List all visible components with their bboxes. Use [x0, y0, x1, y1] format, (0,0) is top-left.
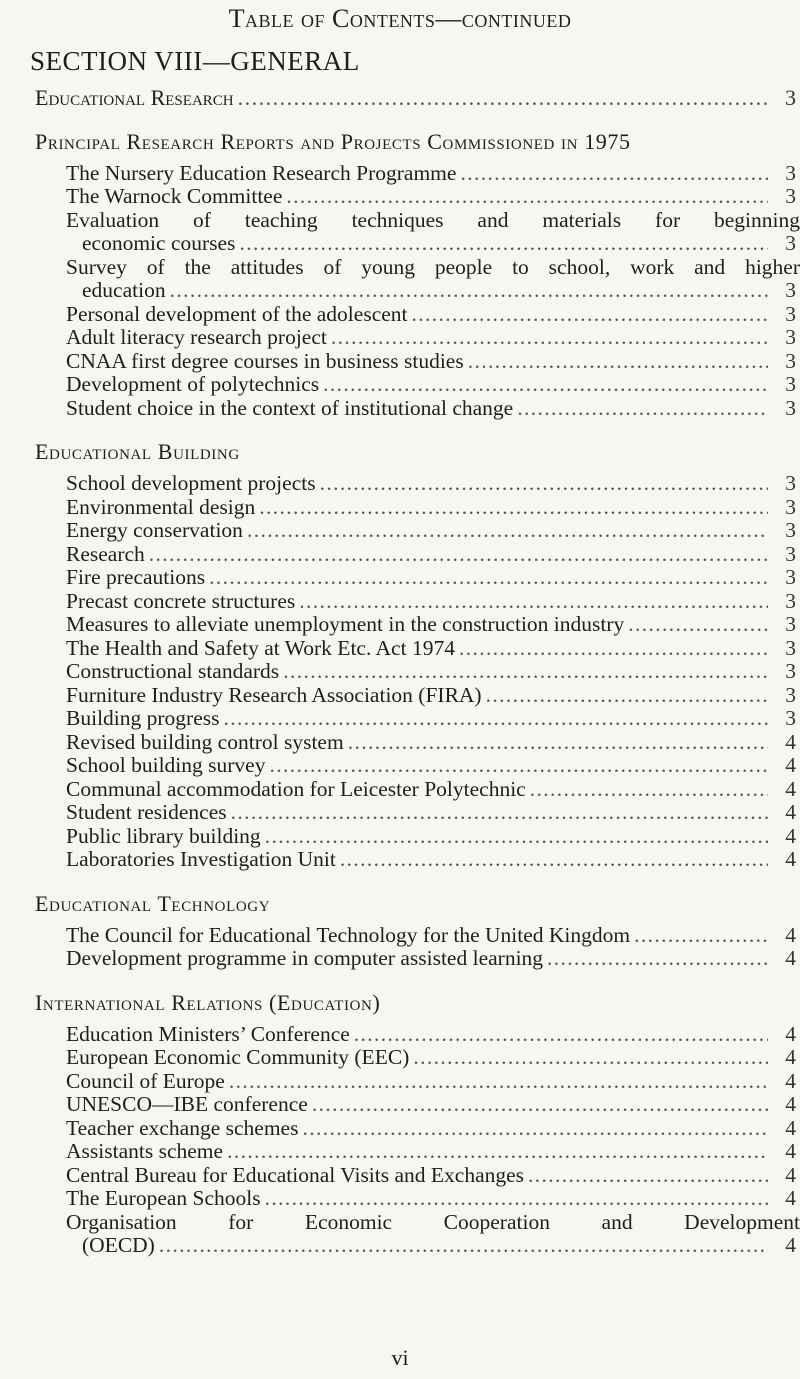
toc-page-number: 4	[785, 729, 796, 754]
dot-leader	[265, 1187, 768, 1211]
toc-entry	[0, 754, 800, 778]
toc-page-number: 4	[785, 776, 796, 801]
toc-entry	[0, 590, 800, 614]
toc-page-number: 4	[785, 800, 796, 824]
dot-leader	[239, 232, 768, 256]
toc-page-number: 3	[785, 348, 796, 373]
toc-entry	[0, 279, 800, 303]
toc-entry	[0, 496, 800, 520]
toc-page-number: 3	[785, 518, 796, 542]
toc-page-number: 4	[785, 1068, 796, 1093]
toc-entry-label: Organisation for Economic Cooperation and Development	[66, 1209, 800, 1234]
dot-leader	[247, 519, 768, 543]
dot-leader	[331, 326, 768, 350]
toc-entry	[0, 637, 800, 661]
toc-page-number: 3	[785, 682, 796, 707]
toc-entry	[0, 185, 800, 209]
dot-leader	[528, 1164, 768, 1188]
dot-leader	[412, 303, 768, 327]
dot-leader	[149, 543, 768, 567]
toc-entry-label: Energy conservation	[66, 518, 243, 542]
toc-entry	[0, 848, 800, 872]
toc-entry-label: Environmental design	[66, 494, 256, 519]
toc-page-number: 3	[785, 635, 796, 660]
dot-leader	[340, 848, 768, 872]
toc-entry-label: economic courses	[82, 231, 236, 255]
toc-entry	[0, 397, 800, 421]
toc-entry-label: Assistants scheme	[66, 1139, 224, 1163]
dot-leader	[265, 825, 768, 849]
dot-leader	[259, 496, 768, 520]
toc-entry-line	[0, 256, 800, 280]
toc-entry-line	[0, 209, 800, 233]
toc-page-number: 4	[785, 946, 796, 970]
toc-entry	[0, 1140, 800, 1164]
toc-entry	[0, 1070, 800, 1094]
toc-page-number: 3	[785, 231, 796, 255]
toc-group-heading: Educational Technology	[35, 890, 271, 916]
toc-entry-label: Constructional standards	[66, 659, 280, 683]
dot-leader	[323, 373, 768, 397]
dot-leader	[302, 1117, 768, 1141]
toc-entry-label: Laboratories Investigation Unit	[66, 847, 336, 871]
dot-leader	[229, 1070, 768, 1094]
toc-entry-label: Teacher exchange schemes	[66, 1115, 299, 1140]
toc-entry	[0, 660, 800, 684]
toc-page-number: 4	[785, 1021, 796, 1046]
toc-entry-label: Adult literacy research project	[66, 325, 327, 349]
toc-page-number: 3	[785, 160, 796, 185]
toc-group-heading: Principal Research Reports and Projects Commissioned in 1975	[35, 128, 631, 154]
toc-entry-label: Furniture Industry Research Association (FIRA)	[66, 682, 482, 707]
toc-group-heading: International Relations (Education)	[35, 989, 381, 1015]
toc-entry-label: Building progress	[66, 706, 220, 730]
toc-page-number: 4	[785, 753, 796, 777]
dot-leader	[547, 947, 768, 971]
toc-entry-label: The Health and Safety at Work Etc. Act 1974	[66, 635, 455, 660]
toc-entry-label: Revised building control system	[66, 729, 344, 754]
toc-entry-label: Measures to alleviate unemployment in the construction industry	[66, 612, 625, 636]
toc-entry	[0, 924, 800, 948]
dot-leader	[348, 731, 768, 755]
toc-entry-label: School development projects	[66, 471, 316, 495]
dot-leader	[231, 801, 768, 825]
dot-leader	[286, 185, 768, 209]
toc-entry-label: School building survey	[66, 753, 266, 777]
toc-entry	[0, 543, 800, 567]
dot-leader	[460, 162, 768, 186]
toc-entry-line	[0, 1211, 800, 1235]
toc-entry-label: Central Bureau for Educational Visits and Exchanges	[66, 1162, 525, 1187]
toc-entry	[0, 350, 800, 374]
toc-entry	[0, 326, 800, 350]
toc-entry-label: UNESCO—IBE conference	[66, 1092, 308, 1116]
toc-entry-label: The Council for Educational Technology for the United Kingdom	[66, 922, 631, 947]
toc-page-number: 3	[785, 494, 796, 519]
toc-entry-label: CNAA first degree courses in business studies	[66, 348, 464, 373]
dot-leader	[468, 350, 768, 374]
dot-leader	[530, 778, 768, 802]
toc-entry	[0, 825, 800, 849]
toc-entry-label: The European Schools	[66, 1186, 261, 1210]
toc-page-number: 3	[785, 565, 796, 589]
toc-entry	[0, 162, 800, 186]
dot-leader	[320, 472, 768, 496]
dot-leader	[223, 707, 768, 731]
toc-entry-label: Fire precautions	[66, 565, 206, 589]
dot-leader	[283, 660, 768, 684]
dot-leader	[238, 86, 768, 110]
toc-page-number: 3	[785, 301, 796, 326]
toc-page-number: 3	[785, 541, 796, 566]
toc-entry	[0, 232, 800, 256]
dot-leader	[227, 1140, 768, 1164]
toc-group-heading-row	[0, 86, 800, 110]
toc-entry	[0, 947, 800, 971]
toc-page-number: 4	[785, 1092, 796, 1116]
toc-page-number: 3	[785, 184, 796, 208]
dot-leader	[459, 637, 768, 661]
toc-entry	[0, 1023, 800, 1047]
toc-entry	[0, 731, 800, 755]
toc-entry-label: Public library building	[66, 823, 261, 848]
toc-page-number: 3	[785, 471, 796, 495]
toc-page-number: 3	[785, 659, 796, 683]
dot-leader	[209, 566, 768, 590]
dot-leader	[312, 1093, 768, 1117]
toc-entry-label: Student choice in the context of institutional change	[66, 395, 514, 420]
toc-group-heading: Educational Research	[35, 85, 234, 110]
dot-leader	[170, 279, 768, 303]
toc-entry	[0, 373, 800, 397]
table-of-contents	[0, 86, 800, 1258]
toc-entry	[0, 1164, 800, 1188]
toc-entry	[0, 1234, 800, 1258]
dot-leader	[413, 1046, 768, 1070]
toc-entry	[0, 613, 800, 637]
section-heading: SECTION VIII—GENERAL	[30, 46, 360, 76]
toc-entry	[0, 303, 800, 327]
toc-entry-label: The Warnock Committee	[66, 184, 283, 208]
toc-entry-label: education	[82, 278, 166, 302]
toc-entry	[0, 801, 800, 825]
toc-entry-label: Council of Europe	[66, 1068, 225, 1093]
dot-leader	[159, 1234, 768, 1258]
toc-page-number: 3	[785, 85, 796, 110]
toc-page-number: 3	[785, 612, 796, 636]
page-number: vi	[391, 1345, 409, 1370]
toc-page-number: 4	[785, 1045, 796, 1069]
toc-entry-label: Personal development of the adolescent	[66, 301, 408, 326]
toc-page-number: 4	[785, 922, 796, 947]
toc-page-number: 4	[785, 1139, 796, 1163]
running-head: Table of Contents—continued	[228, 4, 572, 33]
toc-entry	[0, 707, 800, 731]
toc-page-number: 3	[785, 395, 796, 420]
toc-page-number: 3	[785, 278, 796, 302]
dot-leader	[628, 613, 768, 637]
toc-entry-label: Precast concrete structures	[66, 588, 296, 613]
toc-entry	[0, 778, 800, 802]
dot-leader	[269, 754, 768, 778]
toc-entry-label: The Nursery Education Research Programme	[66, 160, 457, 185]
toc-entry	[0, 1117, 800, 1141]
toc-entry	[0, 1046, 800, 1070]
toc-entry-label: Student residences	[66, 800, 227, 824]
toc-entry-label: (OECD)	[82, 1233, 155, 1257]
toc-entry-label: Survey of the attitudes of young people to school, work and higher	[66, 254, 800, 279]
dot-leader	[354, 1023, 768, 1047]
toc-entry	[0, 1187, 800, 1211]
toc-page-number: 3	[785, 372, 796, 396]
toc-group-heading: Educational Building	[35, 439, 240, 464]
toc-page-number: 4	[785, 847, 796, 871]
toc-page-number: 4	[785, 1115, 796, 1140]
toc-entry	[0, 472, 800, 496]
dot-leader	[299, 590, 768, 614]
toc-entry-label: Research	[66, 541, 145, 566]
toc-entry-label: Development of polytechnics	[66, 372, 320, 396]
dot-leader	[486, 684, 768, 708]
toc-entry	[0, 684, 800, 708]
toc-page-number: 3	[785, 325, 796, 349]
toc-page-number: 4	[785, 1186, 796, 1210]
toc-entry-label: Communal accommodation for Leicester Polytechnic	[66, 776, 526, 801]
toc-page-number: 3	[785, 706, 796, 730]
toc-entry-label: Development programme in computer assisted learning	[66, 946, 544, 970]
toc-page-number: 4	[785, 1233, 796, 1257]
toc-page-number: 4	[785, 823, 796, 848]
toc-page-number: 4	[785, 1162, 796, 1187]
dot-leader	[517, 397, 768, 421]
toc-entry	[0, 1093, 800, 1117]
toc-entry-label: European Economic Community (EEC)	[66, 1045, 410, 1069]
toc-entry	[0, 566, 800, 590]
dot-leader	[634, 924, 768, 948]
toc-page-number: 3	[785, 588, 796, 613]
toc-entry-label: Education Ministers’ Conference	[66, 1021, 350, 1046]
toc-entry	[0, 519, 800, 543]
toc-entry-label: Evaluation of teaching techniques and materials for beginning	[66, 207, 800, 232]
